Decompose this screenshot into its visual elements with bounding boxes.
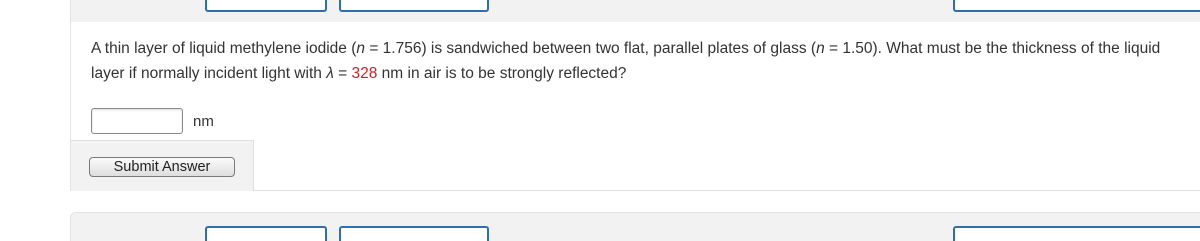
question-text-segment: = bbox=[333, 65, 352, 82]
next-tab-3[interactable] bbox=[953, 226, 1200, 241]
wavelength-value: 328 bbox=[351, 65, 378, 82]
question-text-segment: = 1.756) is sandwiched between two flat, parallel plates of glass ( bbox=[365, 40, 817, 57]
question-text-segment: nm in air is to be strongly reflected? bbox=[377, 65, 627, 82]
answer-row bbox=[91, 106, 214, 136]
answer-unit: nm bbox=[193, 112, 214, 130]
question-text-segment: A thin layer of liquid methylene iodide ( bbox=[91, 40, 357, 57]
next-tab-1[interactable] bbox=[205, 226, 327, 241]
refractive-index-symbol: n bbox=[356, 40, 366, 57]
wavelength-symbol: λ bbox=[326, 65, 334, 82]
submit-answer-button[interactable]: Submit Answer bbox=[89, 157, 235, 177]
answer-input[interactable] bbox=[91, 108, 183, 134]
question-card bbox=[70, 22, 1200, 191]
previous-tab-3[interactable] bbox=[953, 0, 1200, 12]
previous-question-footer bbox=[70, 0, 1200, 23]
refractive-index-symbol: n bbox=[816, 40, 825, 57]
question-text bbox=[91, 36, 1191, 86]
next-question-header bbox=[70, 212, 1200, 241]
previous-tab-2[interactable] bbox=[339, 0, 489, 12]
next-tab-2[interactable] bbox=[339, 226, 489, 241]
submit-area bbox=[71, 140, 254, 191]
question-text-segment: = 1.50). What must be the thickness of the liquid layer if normally incident light with bbox=[91, 40, 1161, 82]
previous-tab-1[interactable] bbox=[205, 0, 327, 12]
